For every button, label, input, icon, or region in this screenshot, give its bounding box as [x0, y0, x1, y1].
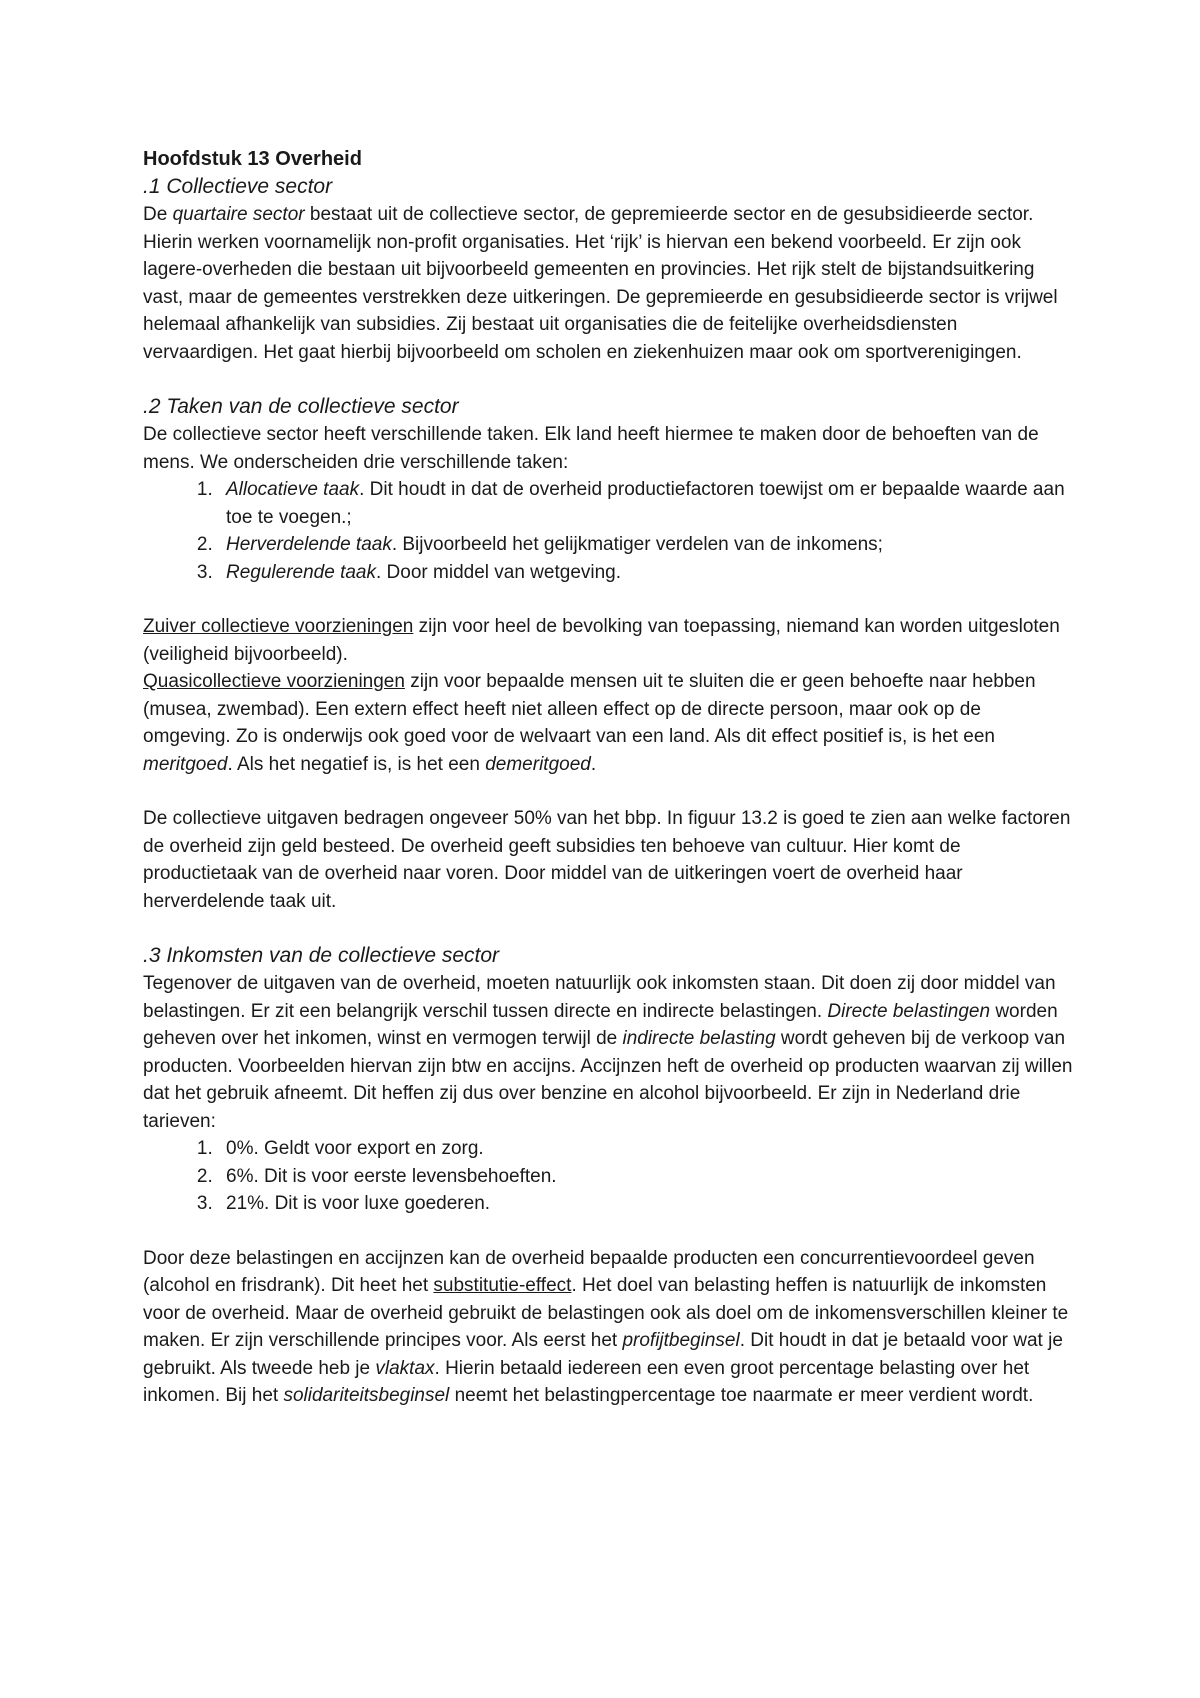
taken-list — [143, 476, 1073, 586]
text-run: De collectieve sector heeft verschillende taken. Elk land heeft hiermee te maken door de behoeften van de mens. We onderscheiden drie verschillende taken: — [143, 424, 1039, 473]
italic-term: Herverdelende taak — [226, 534, 392, 555]
list-item — [218, 1163, 1073, 1191]
section-heading-taken: .2 Taken van de collectieve sector — [143, 395, 459, 418]
text-run: . — [590, 753, 597, 775]
text-run: Door deze belastingen en accijnzen kan de overheid bepaalde producten een concurrentievoordeel geven (alcohol en frisdrank). Dit heet het — [143, 1247, 1035, 1296]
text-run: . Dit houdt in dat je betaald voor wat je gebruikt. Als tweede heb je — [143, 1330, 1063, 1379]
text-run: worden geheven over het inkomen, winst en vermogen terwijl de — [143, 1000, 1058, 1049]
text-run: Tegenover de uitgaven van de overheid, moeten natuurlijk ook inkomsten staan. Dit doen zij door middel van belastingen. Er zit een belangrijk verschil tussen directe en indirecte belastingen. — [143, 973, 1056, 1022]
text-run: 21%. Dit is voor luxe goederen. — [226, 1193, 491, 1214]
text-run: De — [143, 204, 173, 225]
text-run: bestaat uit de collectieve sector, de gepremieerde sector en de gesubsidieerde sector. Hierin werken voornamelijk non-profit organisaties. Het ‘rijk’ is hiervan een bekend voorbeeld. Er zijn ook lagere-overheden die bestaan uit bijvoorbeeld gemeenten en provincies. Het rijk stelt de bijstandsuitkering vast, maar de gemeentes verstrekken deze uitkeringen. De gepremieerde en gesubsidieerde sector is vrijwel helemaal afhankelijk van subsidies. Zij bestaat uit organisaties die de feitelijke overheidsdiensten vervaardigen. Het gaat hierbij bijvoorbeeld om scholen en ziekenhuizen maar ook om sportverenigingen. — [143, 204, 1058, 363]
italic-term: Directe belastingen — [827, 1000, 991, 1022]
paragraph-zuiver-collectief — [143, 613, 1073, 668]
list-item — [218, 1135, 1073, 1163]
page-title: Hoofdstuk 13 Overheid — [143, 148, 362, 170]
text-run: . Als het negatief is, is het een — [227, 753, 486, 775]
paragraph-belastingen — [143, 970, 1073, 1135]
list-item — [218, 476, 1073, 531]
paragraph-quasicollectief — [143, 668, 1073, 778]
italic-term: Allocatieve taak — [226, 479, 360, 500]
text-run: . Dit houdt in dat de overheid productiefactoren toewijst om er bepaalde waarde aan toe te voegen.; — [226, 479, 1065, 528]
text-run: De collectieve uitgaven bedragen ongeveer 50% van het bbp. In figuur 13.2 is goed te zien aan welke factoren de overheid zijn geld besteed. De overheid geeft subsidies ten behoeve van cultuur. Hier komt de productietaak van de overheid naar voren. Door middel van de uitkeringen voert de overheid haar herverdelende taak uit. — [143, 808, 1071, 912]
section-heading-inkomsten: .3 Inkomsten van de collectieve sector — [143, 944, 500, 967]
italic-term: meritgoed — [143, 753, 228, 775]
text-run: zijn voor bepaalde mensen uit te sluiten die er geen behoefte naar hebben (musea, zwembad). Een extern effect heeft niet alleen effect op de directe persoon, maar ook op de omgeving. Zo is onderwijs ook goed voor de welvaart van een land. Als dit effect positief is, is het een — [143, 671, 1036, 747]
text-run: neemt het belastingpercentage toe naarmate er meer verdient wordt. — [449, 1385, 1034, 1406]
paragraph-collectieve-uitgaven — [143, 805, 1073, 915]
list-item — [218, 531, 1073, 559]
underlined-term: Quasicollectieve voorzieningen — [143, 671, 405, 692]
text-run: zijn voor heel de bevolking van toepassing, niemand kan worden uitgesloten (veiligheid bijvoorbeeld). — [143, 616, 1060, 665]
italic-term: demeritgoed — [485, 753, 591, 775]
italic-term: Regulerende taak — [226, 561, 376, 583]
underlined-term: Zuiver collectieve voorzieningen — [143, 616, 414, 637]
text-run: wordt geheven bij de verkoop van producten. Voorbeelden hiervan zijn btw en accijns. Accijnzen heft de overheid op producten waarvan zij willen dat het gebruik afneemt. Dit heffen zij dus over benzine en alcohol bijvoorbeeld. Er zijn in Nederland drie tarieven: — [143, 1028, 1073, 1132]
section-heading-collectieve-sector: .1 Collectieve sector — [143, 175, 333, 198]
text-run: . Bijvoorbeeld het gelijkmatiger verdelen van de inkomens; — [391, 534, 883, 555]
list-item — [218, 559, 1073, 587]
text-run: . Het doel van belasting heffen is natuurlijk de inkomsten voor de overheid. Maar de overheid gebruikt de belastingen ook als doel om de inkomensverschillen kleiner te maken. Er zijn verschillende principes voor. Als eerst het — [143, 1275, 1069, 1351]
text-run: . Hierin betaald iedereen een even groot percentage belasting over het inkomen. Bij het — [143, 1357, 1030, 1406]
text-run: 0%. Geldt voor export en zorg. — [226, 1138, 484, 1159]
paragraph-belastingprincipes — [143, 1245, 1073, 1410]
italic-term: profijtbeginsel — [622, 1330, 740, 1351]
italic-term: vlaktax — [375, 1357, 435, 1379]
tarieven-list — [143, 1135, 1073, 1218]
italic-term: quartaire sector — [172, 204, 305, 225]
paragraph-taken-intro — [143, 421, 1073, 476]
italic-term: indirecte belasting — [622, 1028, 776, 1049]
text-run: 6%. Dit is voor eerste levensbehoeften. — [226, 1165, 557, 1187]
document-page — [143, 145, 1073, 1410]
paragraph-quartaire-sector — [143, 201, 1073, 366]
text-run: . Door middel van wetgeving. — [376, 561, 622, 583]
italic-term: solidariteitsbeginsel — [283, 1385, 450, 1406]
list-item — [218, 1190, 1073, 1218]
underlined-term: substitutie-effect — [433, 1275, 572, 1296]
